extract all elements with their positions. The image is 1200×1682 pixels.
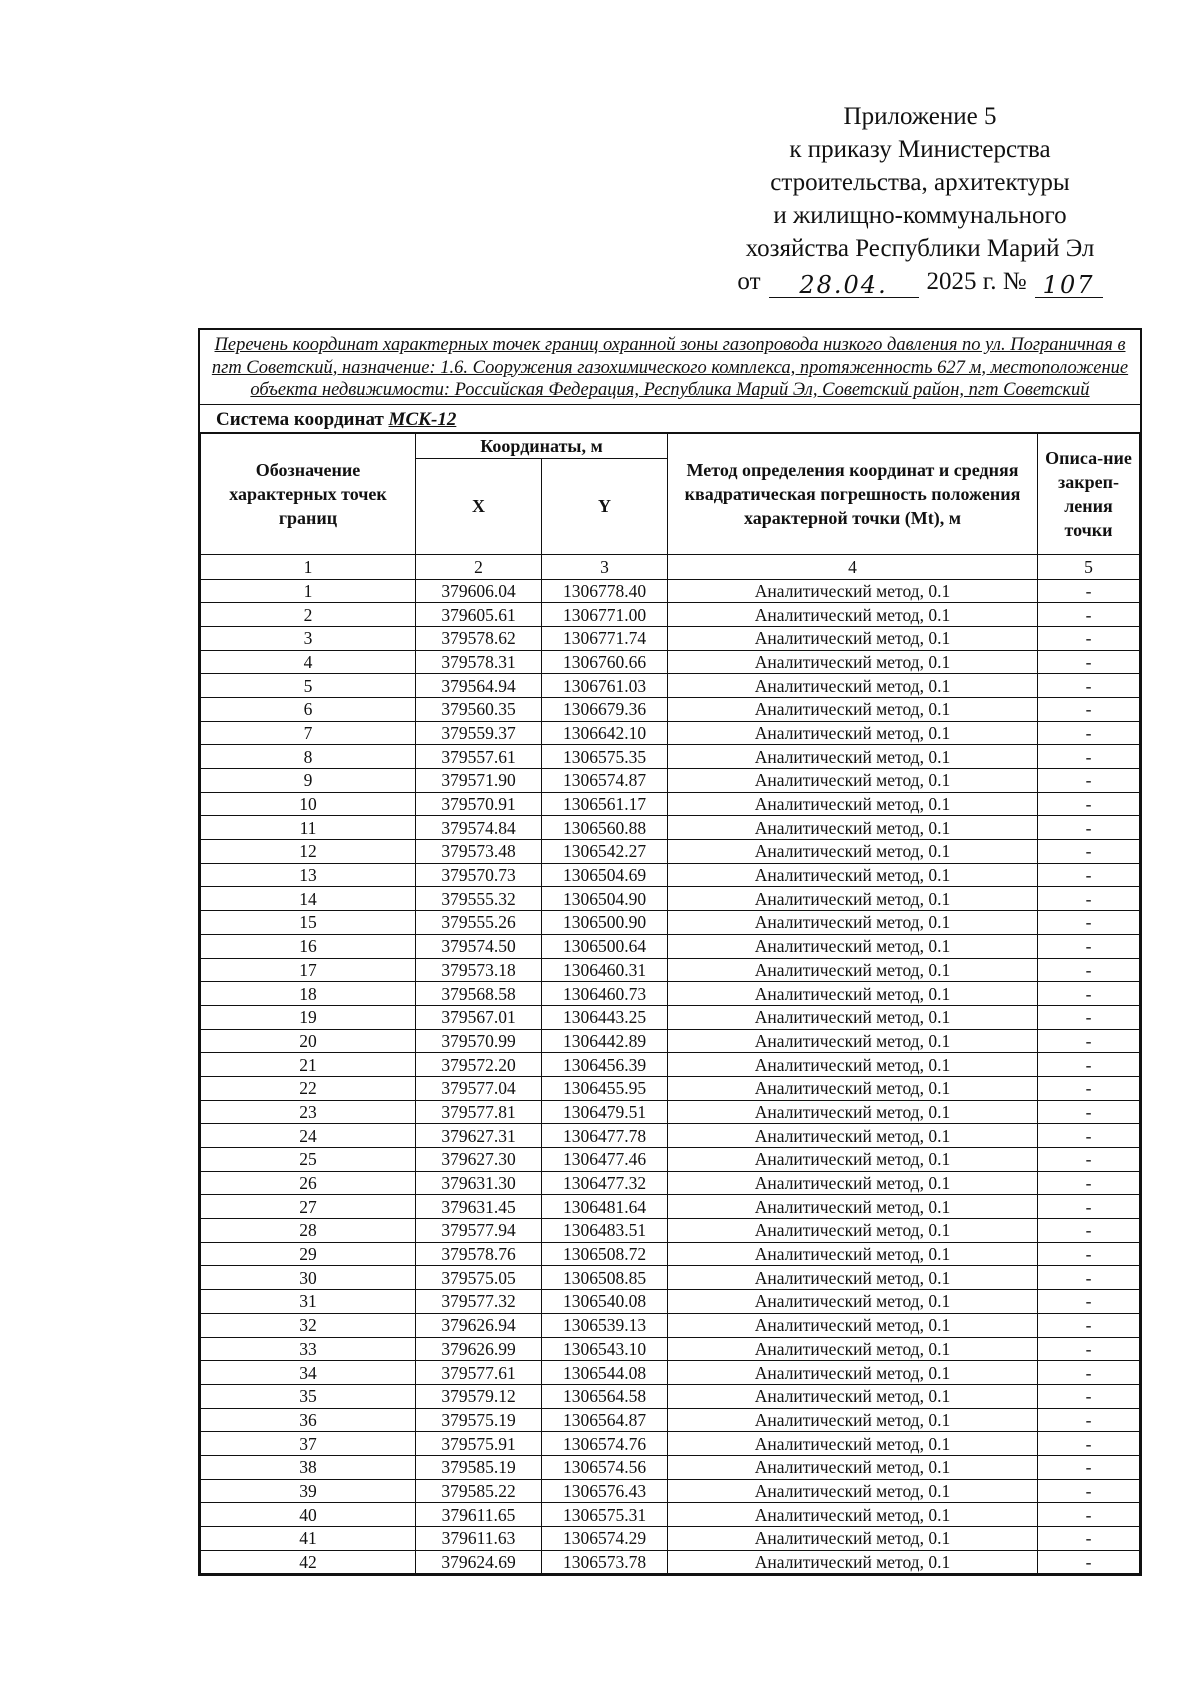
y-cell: 1306504.69 xyxy=(542,863,668,887)
method-cell: Аналитический метод, 0.1 xyxy=(668,982,1038,1006)
x-cell: 379626.94 xyxy=(416,1313,542,1337)
description-cell: - xyxy=(1038,863,1140,887)
table-row xyxy=(201,1479,1140,1503)
x-cell: 379585.19 xyxy=(416,1455,542,1479)
method-cell: Аналитический метод, 0.1 xyxy=(668,840,1038,864)
y-cell: 1306771.00 xyxy=(542,603,668,627)
y-cell: 1306761.03 xyxy=(542,674,668,698)
description-cell: - xyxy=(1038,1266,1140,1290)
method-cell: Аналитический метод, 0.1 xyxy=(668,1005,1038,1029)
y-cell: 1306508.85 xyxy=(542,1266,668,1290)
description-cell: - xyxy=(1038,769,1140,793)
table-row xyxy=(201,1195,1140,1219)
method-cell: Аналитический метод, 0.1 xyxy=(668,769,1038,793)
point-number-cell: 3 xyxy=(201,626,416,650)
y-cell: 1306564.58 xyxy=(542,1384,668,1408)
description-cell: - xyxy=(1038,650,1140,674)
description-cell: - xyxy=(1038,721,1140,745)
year-text: 2025 г. № xyxy=(926,268,1027,295)
y-cell: 1306443.25 xyxy=(542,1005,668,1029)
description-cell: - xyxy=(1038,626,1140,650)
point-number-cell: 24 xyxy=(201,1124,416,1148)
method-cell: Аналитический метод, 0.1 xyxy=(668,863,1038,887)
description-cell: - xyxy=(1038,958,1140,982)
coordinate-system xyxy=(200,405,1140,433)
table-row xyxy=(201,840,1140,864)
table-row xyxy=(201,934,1140,958)
method-cell: Аналитический метод, 0.1 xyxy=(668,1266,1038,1290)
table-row xyxy=(201,1290,1140,1314)
description-cell: - xyxy=(1038,697,1140,721)
method-cell: Аналитический метод, 0.1 xyxy=(668,1408,1038,1432)
description-cell: - xyxy=(1038,1219,1140,1243)
description-cell: - xyxy=(1038,934,1140,958)
y-cell: 1306540.08 xyxy=(542,1290,668,1314)
x-cell: 379571.90 xyxy=(416,769,542,793)
table-row xyxy=(201,674,1140,698)
x-cell: 379577.81 xyxy=(416,1100,542,1124)
table-body xyxy=(201,579,1140,1574)
point-number-cell: 11 xyxy=(201,816,416,840)
point-number-cell: 38 xyxy=(201,1455,416,1479)
y-cell: 1306508.72 xyxy=(542,1242,668,1266)
point-number-cell: 9 xyxy=(201,769,416,793)
point-number-cell: 22 xyxy=(201,1076,416,1100)
x-cell: 379611.63 xyxy=(416,1527,542,1551)
method-cell: Аналитический метод, 0.1 xyxy=(668,1242,1038,1266)
header-coords: Координаты, м xyxy=(416,433,668,458)
method-cell: Аналитический метод, 0.1 xyxy=(668,1361,1038,1385)
point-number-cell: 18 xyxy=(201,982,416,1006)
y-cell: 1306575.31 xyxy=(542,1503,668,1527)
y-cell: 1306760.66 xyxy=(542,650,668,674)
point-number-cell: 28 xyxy=(201,1219,416,1243)
x-cell: 379555.26 xyxy=(416,911,542,935)
method-cell: Аналитический метод, 0.1 xyxy=(668,1337,1038,1361)
x-cell: 379611.65 xyxy=(416,1503,542,1527)
table-row xyxy=(201,1455,1140,1479)
y-cell: 1306561.17 xyxy=(542,792,668,816)
table-row xyxy=(201,863,1140,887)
point-number-cell: 25 xyxy=(201,1148,416,1172)
x-cell: 379575.19 xyxy=(416,1408,542,1432)
table-row xyxy=(201,911,1140,935)
table-row xyxy=(201,816,1140,840)
x-cell: 379574.84 xyxy=(416,816,542,840)
x-cell: 379624.69 xyxy=(416,1550,542,1574)
point-number-cell: 1 xyxy=(201,579,416,603)
point-number-cell: 32 xyxy=(201,1313,416,1337)
y-cell: 1306500.90 xyxy=(542,911,668,935)
description-cell: - xyxy=(1038,816,1140,840)
method-cell: Аналитический метод, 0.1 xyxy=(668,1076,1038,1100)
table-row xyxy=(201,1242,1140,1266)
description-cell: - xyxy=(1038,982,1140,1006)
y-cell: 1306576.43 xyxy=(542,1479,668,1503)
y-cell: 1306564.87 xyxy=(542,1408,668,1432)
description-cell: - xyxy=(1038,1432,1140,1456)
coordinates-document xyxy=(198,328,1142,1576)
table-row xyxy=(201,1384,1140,1408)
system-label: Система координат xyxy=(216,408,384,430)
method-cell: Аналитический метод, 0.1 xyxy=(668,1503,1038,1527)
header-line: и жилищно-коммунального xyxy=(773,202,1067,229)
table-row xyxy=(201,1266,1140,1290)
method-cell: Аналитический метод, 0.1 xyxy=(668,1171,1038,1195)
method-cell: Аналитический метод, 0.1 xyxy=(668,745,1038,769)
y-cell: 1306539.13 xyxy=(542,1313,668,1337)
point-number-cell: 19 xyxy=(201,1005,416,1029)
method-cell: Аналитический метод, 0.1 xyxy=(668,1550,1038,1574)
x-cell: 379605.61 xyxy=(416,603,542,627)
point-number-cell: 40 xyxy=(201,1503,416,1527)
method-cell: Аналитический метод, 0.1 xyxy=(668,650,1038,674)
method-cell: Аналитический метод, 0.1 xyxy=(668,1195,1038,1219)
table-row xyxy=(201,1503,1140,1527)
method-cell: Аналитический метод, 0.1 xyxy=(668,1455,1038,1479)
point-number-cell: 2 xyxy=(201,603,416,627)
table-row xyxy=(201,1029,1140,1053)
column-number: 1 xyxy=(201,554,416,579)
point-number-cell: 6 xyxy=(201,697,416,721)
description-cell: - xyxy=(1038,1479,1140,1503)
description-cell: - xyxy=(1038,1005,1140,1029)
column-number: 2 xyxy=(416,554,542,579)
method-cell: Аналитический метод, 0.1 xyxy=(668,1124,1038,1148)
method-cell: Аналитический метод, 0.1 xyxy=(668,1219,1038,1243)
x-cell: 379574.50 xyxy=(416,934,542,958)
y-cell: 1306504.90 xyxy=(542,887,668,911)
description-cell: - xyxy=(1038,1313,1140,1337)
table-row xyxy=(201,1148,1140,1172)
y-cell: 1306574.29 xyxy=(542,1527,668,1551)
method-cell: Аналитический метод, 0.1 xyxy=(668,1148,1038,1172)
x-cell: 379577.61 xyxy=(416,1361,542,1385)
description-cell: - xyxy=(1038,745,1140,769)
coordinates-table xyxy=(200,433,1140,1575)
y-cell: 1306573.78 xyxy=(542,1550,668,1574)
y-cell: 1306455.95 xyxy=(542,1076,668,1100)
y-cell: 1306679.36 xyxy=(542,697,668,721)
method-cell: Аналитический метод, 0.1 xyxy=(668,958,1038,982)
point-number-cell: 31 xyxy=(201,1290,416,1314)
point-number-cell: 33 xyxy=(201,1337,416,1361)
point-number-cell: 29 xyxy=(201,1242,416,1266)
x-cell: 379573.18 xyxy=(416,958,542,982)
table-row xyxy=(201,982,1140,1006)
date-prefix: от xyxy=(737,268,761,295)
y-cell: 1306481.64 xyxy=(542,1195,668,1219)
description-cell: - xyxy=(1038,1100,1140,1124)
y-cell: 1306479.51 xyxy=(542,1100,668,1124)
x-cell: 379575.05 xyxy=(416,1266,542,1290)
method-cell: Аналитический метод, 0.1 xyxy=(668,1527,1038,1551)
y-cell: 1306477.32 xyxy=(542,1171,668,1195)
header-x: X xyxy=(416,458,542,554)
description-cell: - xyxy=(1038,1053,1140,1077)
method-cell: Аналитический метод, 0.1 xyxy=(668,1100,1038,1124)
y-cell: 1306477.78 xyxy=(542,1124,668,1148)
table-row xyxy=(201,697,1140,721)
y-cell: 1306483.51 xyxy=(542,1219,668,1243)
method-cell: Аналитический метод, 0.1 xyxy=(668,1479,1038,1503)
point-number-cell: 14 xyxy=(201,887,416,911)
x-cell: 379560.35 xyxy=(416,697,542,721)
description-cell: - xyxy=(1038,1029,1140,1053)
x-cell: 379631.30 xyxy=(416,1171,542,1195)
document-title: Перечень координат характерных точек границ охранной зоны газопровода низкого давления по ул. Пограничная в пгт Советский, назначение: 1.6. Сооружения газохимического комплекса, протяженность 627 м, местоположение объекта недвижимости: Российская Федерация, Республика Марий Эл, Советский район, пгт Советский xyxy=(200,330,1140,405)
header-point: Обозначение характерных точек границ xyxy=(201,433,416,554)
x-cell: 379559.37 xyxy=(416,721,542,745)
point-number-cell: 37 xyxy=(201,1432,416,1456)
column-number: 4 xyxy=(668,554,1038,579)
table-row xyxy=(201,1076,1140,1100)
x-cell: 379627.31 xyxy=(416,1124,542,1148)
point-number-cell: 36 xyxy=(201,1408,416,1432)
point-number-cell: 17 xyxy=(201,958,416,982)
y-cell: 1306500.64 xyxy=(542,934,668,958)
table-row xyxy=(201,579,1140,603)
order-date-line xyxy=(700,265,1140,298)
x-cell: 379575.91 xyxy=(416,1432,542,1456)
y-cell: 1306771.74 xyxy=(542,626,668,650)
x-cell: 379572.20 xyxy=(416,1053,542,1077)
point-number-cell: 8 xyxy=(201,745,416,769)
x-cell: 379577.32 xyxy=(416,1290,542,1314)
point-number-cell: 13 xyxy=(201,863,416,887)
point-number-cell: 16 xyxy=(201,934,416,958)
column-number: 5 xyxy=(1038,554,1140,579)
header-line: Приложение 5 xyxy=(843,103,997,130)
column-number: 3 xyxy=(542,554,668,579)
table-row xyxy=(201,721,1140,745)
method-cell: Аналитический метод, 0.1 xyxy=(668,1053,1038,1077)
description-cell: - xyxy=(1038,1124,1140,1148)
x-cell: 379627.30 xyxy=(416,1148,542,1172)
method-cell: Аналитический метод, 0.1 xyxy=(668,603,1038,627)
y-cell: 1306574.87 xyxy=(542,769,668,793)
y-cell: 1306544.08 xyxy=(542,1361,668,1385)
table-row xyxy=(201,1527,1140,1551)
y-cell: 1306477.46 xyxy=(542,1148,668,1172)
x-cell: 379570.91 xyxy=(416,792,542,816)
description-cell: - xyxy=(1038,792,1140,816)
method-cell: Аналитический метод, 0.1 xyxy=(668,697,1038,721)
header-line: хозяйства Республики Марий Эл xyxy=(745,235,1095,262)
header-y: Y xyxy=(542,458,668,554)
x-cell: 379577.04 xyxy=(416,1076,542,1100)
point-number-cell: 5 xyxy=(201,674,416,698)
column-number-row xyxy=(201,554,1140,579)
table-row xyxy=(201,1124,1140,1148)
description-cell: - xyxy=(1038,1171,1140,1195)
method-cell: Аналитический метод, 0.1 xyxy=(668,1384,1038,1408)
handwritten-order-number: 107 xyxy=(1035,273,1103,298)
handwritten-date: 28.04. xyxy=(769,273,919,298)
method-cell: Аналитический метод, 0.1 xyxy=(668,816,1038,840)
y-cell: 1306560.88 xyxy=(542,816,668,840)
y-cell: 1306642.10 xyxy=(542,721,668,745)
x-cell: 379578.62 xyxy=(416,626,542,650)
table-row xyxy=(201,1171,1140,1195)
x-cell: 379577.94 xyxy=(416,1219,542,1243)
description-cell: - xyxy=(1038,1527,1140,1551)
y-cell: 1306460.31 xyxy=(542,958,668,982)
table-row xyxy=(201,1053,1140,1077)
table-row xyxy=(201,1550,1140,1574)
y-cell: 1306574.56 xyxy=(542,1455,668,1479)
method-cell: Аналитический метод, 0.1 xyxy=(668,934,1038,958)
table-row xyxy=(201,650,1140,674)
method-cell: Аналитический метод, 0.1 xyxy=(668,1029,1038,1053)
y-cell: 1306574.76 xyxy=(542,1432,668,1456)
description-cell: - xyxy=(1038,911,1140,935)
point-number-cell: 27 xyxy=(201,1195,416,1219)
x-cell: 379555.32 xyxy=(416,887,542,911)
point-number-cell: 34 xyxy=(201,1361,416,1385)
description-cell: - xyxy=(1038,1195,1140,1219)
system-value: МСК-12 xyxy=(388,408,457,430)
point-number-cell: 20 xyxy=(201,1029,416,1053)
description-cell: - xyxy=(1038,603,1140,627)
table-row xyxy=(201,603,1140,627)
point-number-cell: 23 xyxy=(201,1100,416,1124)
description-cell: - xyxy=(1038,1337,1140,1361)
description-cell: - xyxy=(1038,840,1140,864)
method-cell: Аналитический метод, 0.1 xyxy=(668,792,1038,816)
method-cell: Аналитический метод, 0.1 xyxy=(668,911,1038,935)
table-row xyxy=(201,1219,1140,1243)
point-number-cell: 12 xyxy=(201,840,416,864)
description-cell: - xyxy=(1038,1361,1140,1385)
y-cell: 1306442.89 xyxy=(542,1029,668,1053)
point-number-cell: 21 xyxy=(201,1053,416,1077)
x-cell: 379568.58 xyxy=(416,982,542,1006)
x-cell: 379626.99 xyxy=(416,1337,542,1361)
description-cell: - xyxy=(1038,1148,1140,1172)
y-cell: 1306575.35 xyxy=(542,745,668,769)
table-row xyxy=(201,745,1140,769)
x-cell: 379564.94 xyxy=(416,674,542,698)
method-cell: Аналитический метод, 0.1 xyxy=(668,1432,1038,1456)
header-description: Описа-ние закреп-ления точки xyxy=(1038,433,1140,554)
table-row xyxy=(201,626,1140,650)
table-row xyxy=(201,1408,1140,1432)
description-cell: - xyxy=(1038,1384,1140,1408)
method-cell: Аналитический метод, 0.1 xyxy=(668,674,1038,698)
point-number-cell: 26 xyxy=(201,1171,416,1195)
point-number-cell: 42 xyxy=(201,1550,416,1574)
description-cell: - xyxy=(1038,1408,1140,1432)
x-cell: 379631.45 xyxy=(416,1195,542,1219)
method-cell: Аналитический метод, 0.1 xyxy=(668,626,1038,650)
x-cell: 379606.04 xyxy=(416,579,542,603)
method-cell: Аналитический метод, 0.1 xyxy=(668,579,1038,603)
description-cell: - xyxy=(1038,1455,1140,1479)
header-method: Метод определения координат и средняя квадратическая погрешность положения характерной точки (Mt), м xyxy=(668,433,1038,554)
table-row xyxy=(201,1432,1140,1456)
description-cell: - xyxy=(1038,1076,1140,1100)
point-number-cell: 15 xyxy=(201,911,416,935)
x-cell: 379570.99 xyxy=(416,1029,542,1053)
point-number-cell: 7 xyxy=(201,721,416,745)
point-number-cell: 41 xyxy=(201,1527,416,1551)
header-line: строительства, архитектуры xyxy=(770,169,1070,196)
x-cell: 379585.22 xyxy=(416,1479,542,1503)
y-cell: 1306543.10 xyxy=(542,1337,668,1361)
x-cell: 379573.48 xyxy=(416,840,542,864)
description-cell: - xyxy=(1038,1550,1140,1574)
description-cell: - xyxy=(1038,674,1140,698)
x-cell: 379570.73 xyxy=(416,863,542,887)
point-number-cell: 4 xyxy=(201,650,416,674)
method-cell: Аналитический метод, 0.1 xyxy=(668,1313,1038,1337)
table-row xyxy=(201,792,1140,816)
table-row xyxy=(201,1100,1140,1124)
x-cell: 379579.12 xyxy=(416,1384,542,1408)
description-cell: - xyxy=(1038,1503,1140,1527)
x-cell: 379578.31 xyxy=(416,650,542,674)
table-row xyxy=(201,958,1140,982)
description-cell: - xyxy=(1038,887,1140,911)
y-cell: 1306460.73 xyxy=(542,982,668,1006)
y-cell: 1306456.39 xyxy=(542,1053,668,1077)
table-row xyxy=(201,1337,1140,1361)
description-cell: - xyxy=(1038,1290,1140,1314)
point-number-cell: 35 xyxy=(201,1384,416,1408)
method-cell: Аналитический метод, 0.1 xyxy=(668,1290,1038,1314)
table-row xyxy=(201,887,1140,911)
description-cell: - xyxy=(1038,579,1140,603)
point-number-cell: 39 xyxy=(201,1479,416,1503)
description-cell: - xyxy=(1038,1242,1140,1266)
x-cell: 379557.61 xyxy=(416,745,542,769)
y-cell: 1306778.40 xyxy=(542,579,668,603)
appendix-header xyxy=(700,100,1140,298)
point-number-cell: 10 xyxy=(201,792,416,816)
method-cell: Аналитический метод, 0.1 xyxy=(668,887,1038,911)
y-cell: 1306542.27 xyxy=(542,840,668,864)
table-row xyxy=(201,1313,1140,1337)
table-row xyxy=(201,1361,1140,1385)
table-row xyxy=(201,769,1140,793)
x-cell: 379567.01 xyxy=(416,1005,542,1029)
x-cell: 379578.76 xyxy=(416,1242,542,1266)
table-row xyxy=(201,1005,1140,1029)
header-line: к приказу Министерства xyxy=(789,136,1051,163)
method-cell: Аналитический метод, 0.1 xyxy=(668,721,1038,745)
point-number-cell: 30 xyxy=(201,1266,416,1290)
